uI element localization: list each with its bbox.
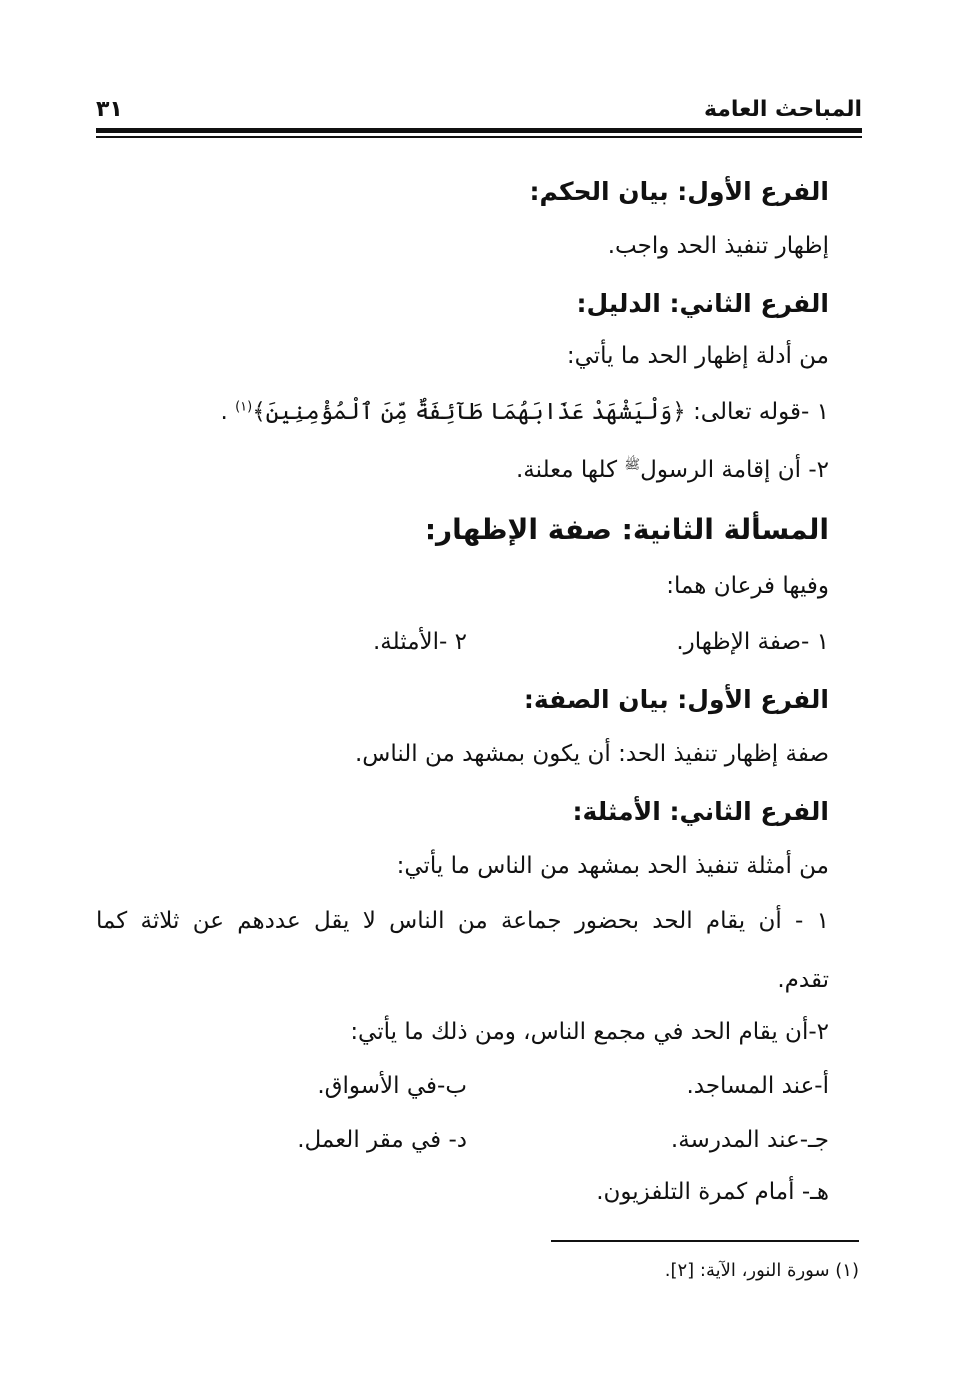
list-item-e: هـ- أمام كمرة التلفزيون. bbox=[596, 1179, 829, 1205]
page-number: ٣١ bbox=[96, 96, 123, 122]
salutation-glyph: ﷺ bbox=[624, 457, 641, 473]
footnote-ref-1: (١) bbox=[235, 399, 253, 415]
paragraph-examples-intro: من أمثلة تنفيذ الحد بمشهد من الناس ما يأتي: bbox=[396, 853, 829, 879]
branch-item-2: ٢ -الأمثلة. bbox=[373, 629, 467, 655]
footnote-separator bbox=[551, 1240, 859, 1242]
example-1-line-1: ١ - أن يقام الحد بحضور جماعة من الناس لا يقل عددهم عن ثلاثة كما bbox=[96, 908, 829, 934]
evidence-item-2-prefix: ٢- أن إقامة الرسول bbox=[640, 457, 829, 483]
paragraph-ruling: إظهار تنفيذ الحد واجب. bbox=[607, 233, 829, 259]
example-2: ٢-أن يقام الحد في مجمع الناس، ومن ذلك ما يأتي: bbox=[350, 1019, 829, 1045]
quran-verse: ﴿وَلْيَشْهَدْ عَذَابَهُمَا طَآئِفَةٌ مِّنَ ٱلْمُؤْمِنِينَ﴾ bbox=[252, 399, 686, 425]
footnote: (١) سورة النور، الآية: [٢]. bbox=[664, 1260, 859, 1281]
list-item-c: جـ-عند المدرسة. bbox=[670, 1127, 829, 1153]
evidence-item-1 bbox=[220, 398, 829, 428]
evidence-item-2-suffix: كلها معلنة. bbox=[515, 457, 618, 483]
heading-ruling: الفرع الأول: بيان الحكم: bbox=[529, 177, 829, 206]
running-header bbox=[96, 92, 862, 126]
paragraph-description: صفة إظهار تنفيذ الحد: أن يكون بمشهد من الناس. bbox=[354, 741, 829, 767]
heading-evidence: الفرع الثاني: الدليل: bbox=[576, 289, 829, 318]
evidence-item-2 bbox=[516, 456, 829, 486]
evidence-item-1-prefix: ١ -قوله تعالى: bbox=[693, 399, 829, 425]
heading-description: الفرع الأول: بيان الصفة: bbox=[523, 685, 829, 714]
header-rule-thin bbox=[96, 136, 862, 138]
list-item-b: ب-في الأسواق. bbox=[317, 1073, 467, 1099]
heading-second-issue: المسألة الثانية: صفة الإظهار: bbox=[424, 513, 829, 546]
paragraph-two-branches: وفيها فرعان هما: bbox=[666, 573, 829, 599]
example-1-line-2: تقدم. bbox=[777, 967, 829, 993]
list-item-a: أ-عند المساجد. bbox=[686, 1073, 829, 1099]
evidence-item-1-end: . bbox=[220, 399, 228, 425]
heading-examples: الفرع الثاني: الأمثلة: bbox=[572, 797, 829, 826]
header-rule-thick bbox=[96, 128, 862, 133]
list-item-d: د- في مقر العمل. bbox=[297, 1127, 467, 1153]
header-title: المباحث العامة bbox=[703, 96, 862, 122]
paragraph-evidence-intro: من أدلة إظهار الحد ما يأتي: bbox=[566, 343, 829, 369]
branch-item-1: ١ -صفة الإظهار. bbox=[676, 629, 829, 655]
